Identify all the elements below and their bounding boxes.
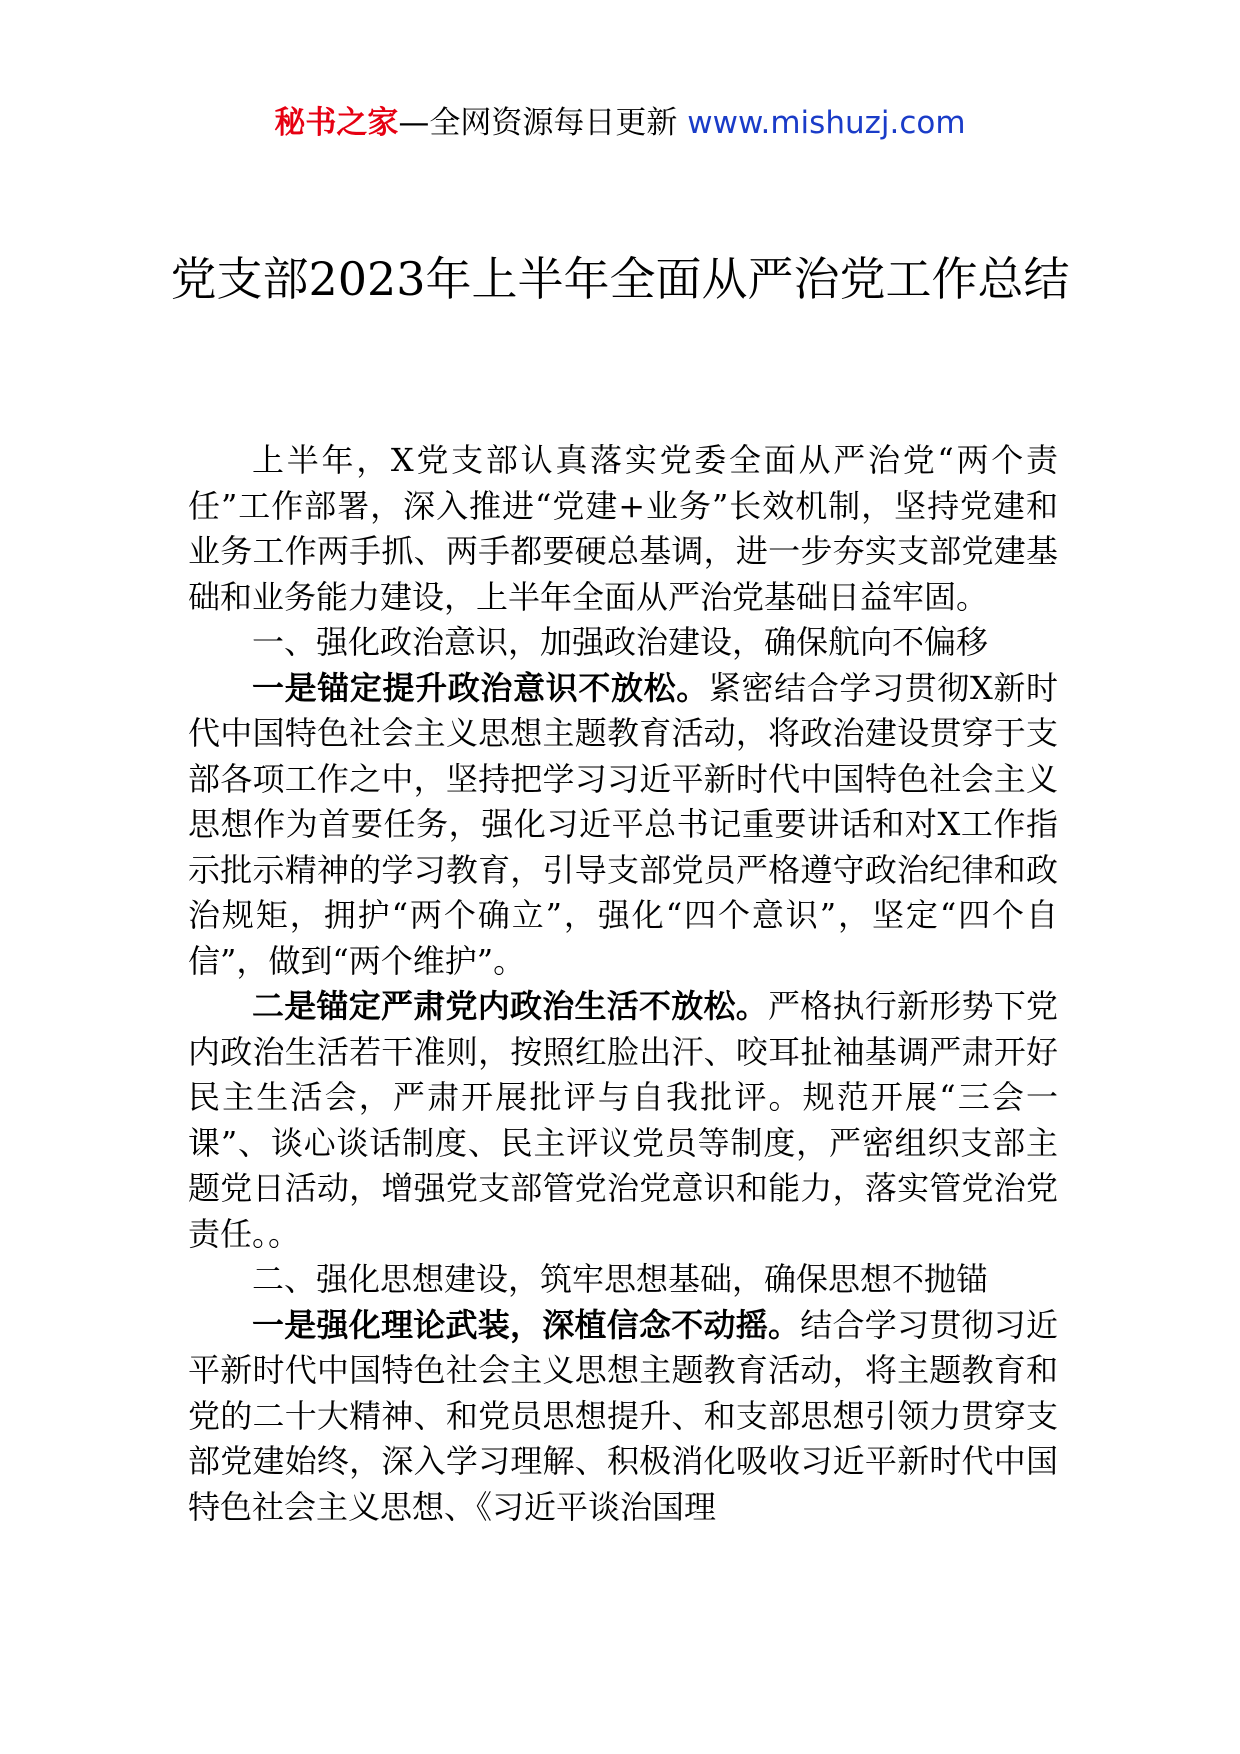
site-tagline: —全网资源每日更新	[398, 105, 688, 141]
paragraph	[188, 1303, 1058, 1531]
document-title: 党支部2023年上半年全面从严治党工作总结	[170, 252, 1070, 306]
paragraph-lead: 一是强化理论武装，深植信念不动摇。	[252, 1305, 801, 1344]
paragraph-text: 严格执行新形势下党内政治生活若干准则，按照红脸出汗、咬耳扯袖基调严肃开好民主生活会，严肃开展批评与自我批评。规范开展“三会一课”、谈心谈话制度、民主评议党员等制度，严密组织支部主题党日活动，增强党支部管党治党意识和能力，落实管党治党责任。。	[188, 987, 1058, 1253]
paragraph-text: 结合学习贯彻习近平新时代中国特色社会主义思想主题教育活动，将主题教育和党的二十大精神、和党员思想提升、和支部思想引领力贯穿支部党建始终，深入学习理解、积极消化吸收习近平新时代中国特色社会主义思想、《习近平谈治国理	[188, 1305, 1058, 1526]
site-brand: 秘书之家	[274, 105, 399, 141]
paragraph-lead: 一是锚定提升政治意识不放松。	[252, 668, 709, 707]
paragraph	[188, 438, 1058, 620]
site-header	[0, 98, 1240, 148]
paragraph-lead: 二是锚定严肃党内政治生活不放松。	[252, 987, 768, 1025]
paragraph-text: 紧密结合学习贯彻X新时代中国特色社会主义思想主题教育活动，将政治建设贯穿于支部各项工作之中，坚持把学习习近平新时代中国特色社会主义思想作为首要任务，强化习近平总书记重要讲话和对X工作指示批示精神的学习教育，引导支部党员严格遵守政治纪律和政治规矩，拥护“两个确立”，强化“四个意识”，坚定“四个自信”，做到“两个维护”。	[188, 668, 1058, 980]
paragraph-text: 上半年，X党支部认真落实党委全面从严治党“两个责任”工作部署，深入推进“党建+业务”长效机制，坚持党建和业务工作两手抓、两手都要硬总基调，进一步夯实支部党建基础和业务能力建设，上半年全面从严治党基础日益牢固。	[188, 441, 1058, 616]
paragraph	[188, 984, 1058, 1257]
section-heading	[188, 620, 1058, 666]
site-url-link[interactable]: www.mishuzj.com	[687, 105, 966, 141]
section-heading-text: 二、强化思想建设，筑牢思想基础，确保思想不抛锚	[252, 1260, 989, 1298]
paragraph	[188, 666, 1058, 985]
document-body	[188, 438, 1058, 1530]
section-heading	[188, 1257, 1058, 1303]
section-heading-text: 一、强化政治意识，加强政治建设，确保航向不偏移	[252, 623, 989, 661]
